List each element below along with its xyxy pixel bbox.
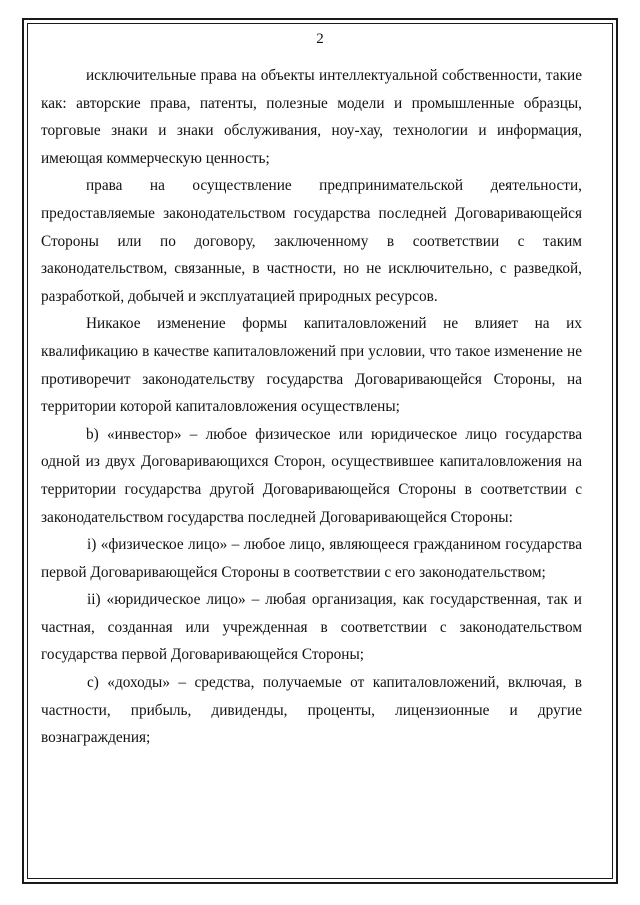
paragraph-returns-definition: c) «доходы» – средства, получаемые от капиталовложений, включая, в частности, прибыль, дивиденды, проценты, лицензионные и другие вознаграждения;	[41, 674, 582, 747]
page-number: 2	[316, 31, 324, 47]
paragraph-investment-form-change: Никакое изменение формы капиталовложений не влияет на их квалификацию в качестве капиталовложений при условии, что такое изменение не противоречит законодательству государства Договаривающейся Стороны, на территории которой капиталовложения осуществлены;	[41, 315, 582, 416]
document-body	[41, 62, 582, 752]
paragraph-natural-person: i) «физическое лицо» – любое лицо, являющееся гражданином государства первой Договаривающейся Стороны в соответствии с его законодательством;	[41, 536, 582, 581]
paragraph-investor-definition: b) «инвестор» – любое физическое или юридическое лицо государства одной из двух Договаривающихся Сторон, осуществившее капиталовложения на территории государства другой Договаривающейся Стороны в соответствии с законодательством государства последней Договаривающейся Стороны:	[41, 425, 582, 526]
paragraph-ip-rights: исключительные права на объекты интеллектуальной собственности, такие как: авторские права, патенты, полезные модели и промышленные образцы, торговые знаки и знаки обслуживания, ноу-хау, технологии и информация, имеющая коммерческую ценность;	[41, 67, 582, 167]
paragraph-legal-entity: ii) «юридическое лицо» – любая организация, как государственная, так и частная, созданная или учрежденная в соответствии с законодательством государства первой Договаривающейся Стороны;	[41, 591, 582, 664]
paragraph-business-rights: права на осуществление предпринимательской деятельности, предоставляемые законодательством государства последней Договаривающейся Стороны или по договору, заключенному в соответствии с таким законодательством, связанные, в частности, но не исключительно, с разведкой, разработкой, добычей и эксплуатацией природных ресурсов.	[41, 177, 582, 305]
